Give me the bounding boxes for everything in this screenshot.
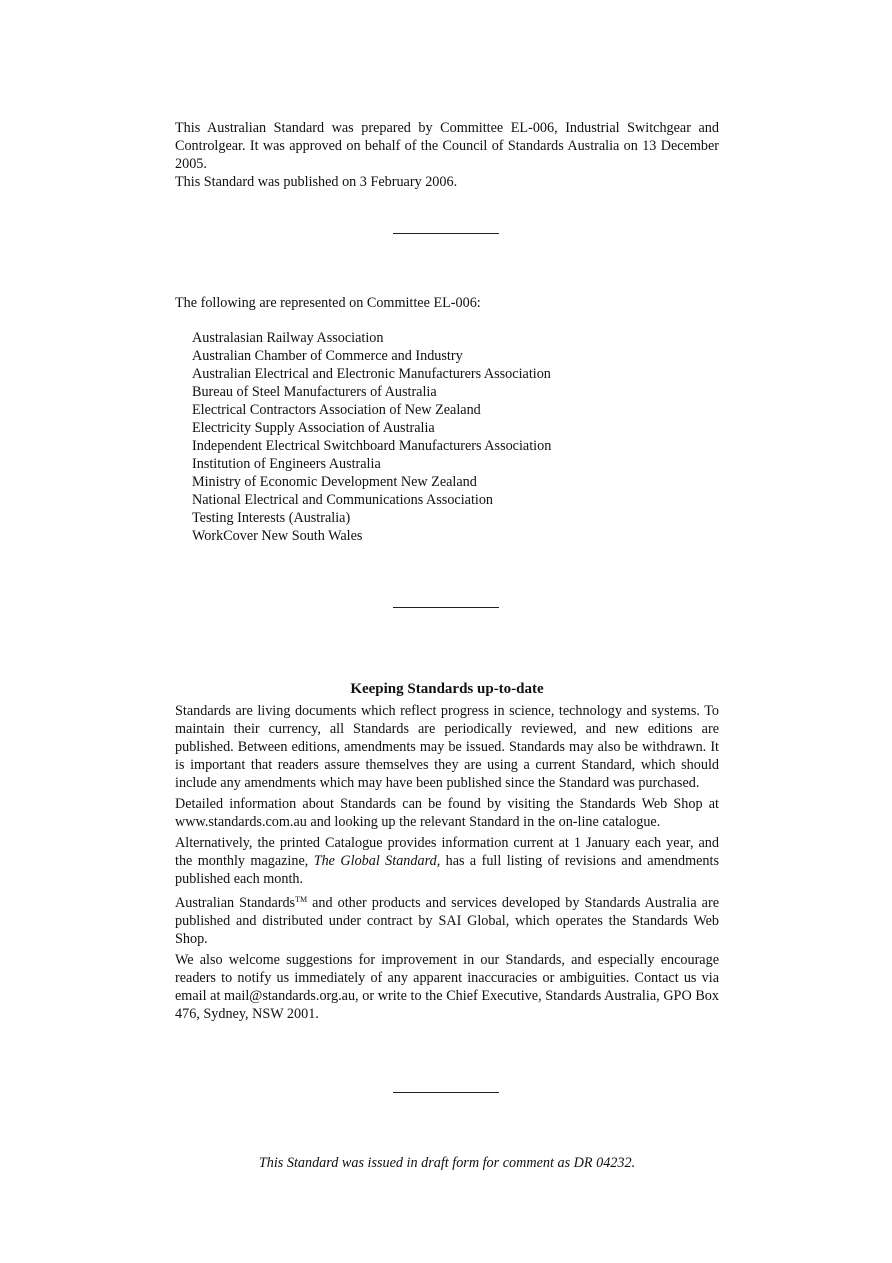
keeping-standards-body [175, 702, 719, 1026]
committee-member: WorkCover New South Wales [192, 528, 363, 544]
committee-member: Ministry of Economic Development New Zealand [192, 474, 477, 490]
keeping-paragraph-3: Alternatively, the printed Catalogue provides information current at 1 January each year, and the monthly magazine, The Global Standard, has a full listing of revisions and amendments published each month. [175, 835, 719, 887]
magazine-title: The Global Standard [313, 853, 437, 869]
keeping-paragraph-5: We also welcome suggestions for improvement in our Standards, and especially encourage readers to notify us immediately of any apparent inaccuracies or ambiguities. Contact us via email at mail@standards.org.au, or write to the Chief Executive, Standards Australia, GPO Box 476, Sydney, NSW 2001. [175, 952, 719, 1022]
committee-member: Testing Interests (Australia) [192, 510, 351, 526]
section-divider-3 [393, 1092, 499, 1093]
committee-member: Independent Electrical Switchboard Manufacturers Association [192, 438, 552, 454]
section-divider-2 [393, 607, 499, 608]
keeping-paragraph-2: Detailed information about Standards can be found by visiting the Standards Web Shop at www.standards.com.au and looking up the relevant Standard in the on-line catalogue. [175, 796, 719, 830]
keeping-paragraph-1: Standards are living documents which reflect progress in science, technology and systems. To maintain their currency, all Standards are periodically reviewed, and new editions are published. Between editions, amendments may be issued. Standards may also be withdrawn. It is important that readers assure themselves they are using a current Standard, which should include any amendments which may have been published since the Standard was purchased. [175, 703, 719, 791]
committee-member: Electricity Supply Association of Australia [192, 420, 435, 436]
intro-publication-text: This Standard was published on 3 February 2006. [175, 174, 458, 190]
draft-note: This Standard was issued in draft form for comment as DR 04232. [258, 1155, 636, 1171]
intro-preparation-text: This Australian Standard was prepared by Committee EL-006, Industrial Switchgear and Controlgear. It was approved on behalf of the Council of Standards Australia on 13 December 2005. [175, 120, 719, 172]
keeping-standards-title: Keeping Standards up-to-date [350, 681, 544, 697]
committee-member: Australian Chamber of Commerce and Industry [192, 348, 463, 364]
committee-member: Electrical Contractors Association of New Zealand [192, 402, 481, 418]
committee-heading: The following are represented on Committee EL-006: [175, 295, 481, 311]
section-divider-1 [393, 233, 499, 234]
committee-member-list [192, 329, 551, 545]
committee-member: National Electrical and Communications Association [192, 492, 494, 508]
keeping-paragraph-4: Australian Standards™ and other products and services developed by Standards Australia are published and distributed under contract by SAI Global, which operates the Standards Web Shop. [175, 895, 719, 947]
trademark-mark: TM [295, 895, 308, 904]
committee-member: Institution of Engineers Australia [192, 456, 381, 472]
committee-member: Australian Electrical and Electronic Manufacturers Association [192, 366, 551, 382]
committee-member: Bureau of Steel Manufacturers of Australia [192, 384, 437, 400]
committee-member: Australasian Railway Association [192, 330, 384, 346]
intro-block [175, 119, 719, 191]
